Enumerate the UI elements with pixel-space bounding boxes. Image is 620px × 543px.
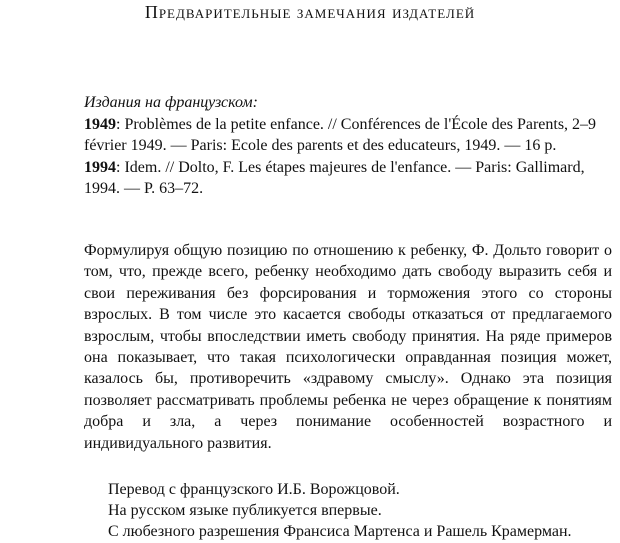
translation-credit: Перевод с французского И.Б. Ворожцовой. [108,481,400,498]
edition-year: 1994 [84,158,116,176]
body-paragraph: Формулируя общую позицию по отношению к ребенку, Ф. Дольто говорит о том, что, прежде всего, ребенку необходимо дать свободу выразить себя и свои переживания без форсирования и торможения этого со стороны взрослых. В том числе это касается свободы отказаться от предлагаемого взрослым, чтобы впоследствии иметь свободу принятия. На ряде примеров она показывает, что такая психологически оправданная позиция может, казалось бы, противоречить «здравому смыслу». Однако эта позиция позволяет рассматривать проблемы ребенка не через обращение к понятиям добра и зла, а через понимание особенностей возрастного и индивидуального развития. [84,242,612,452]
credits-section [108,479,608,542]
edition-entry-1949 [84,114,614,157]
edition-text: : Problèmes de la petite enfance. // Conférences de l'École des Parents, 2–9 février 1949. — Paris: Ecole des parents et des educateurs, 1949. — 16 p. [84,115,597,154]
edition-year: 1949 [84,115,116,133]
editions-heading: Издания на французском: [84,94,258,111]
edition-text: : Idem. // Dolto, F. Les étapes majeures de l'enfance. — Paris: Gallimard, 1994. — P. 63–72. [84,158,585,197]
french-editions-section [84,92,614,200]
permission-credit: С любезного разрешения Франсиса Мартенса и Рашель Крамерман. [108,523,572,540]
page-title: Предварительные замечания издателей [144,2,476,22]
edition-entry-1994 [84,157,614,200]
first-publication-note: На русском языке публикуется впервые. [108,502,382,519]
